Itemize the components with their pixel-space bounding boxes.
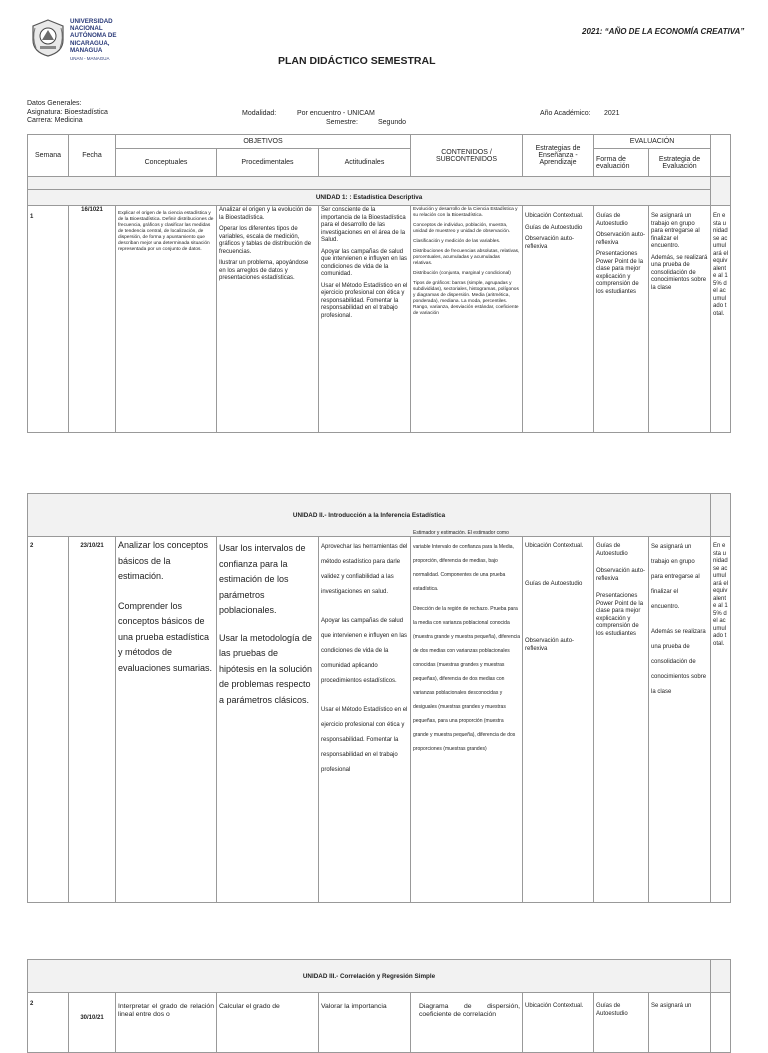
anio-label: Año Académico:	[540, 110, 591, 117]
col-estrategia-evaluacion: Estrategia de Evaluación	[649, 149, 711, 177]
semana-cell: 2	[28, 537, 69, 903]
estrategias-cell: Ubicación Contextual. Guías de Autoestudio Observación auto-reflexiva	[523, 206, 594, 433]
fecha-cell: 30/10/21	[69, 993, 116, 1053]
page-title: PLAN DIDÁCTICO SEMESTRAL	[278, 55, 436, 67]
fecha-cell: 16/1021	[69, 206, 116, 433]
estrategias-cell: Ubicación Contextual. Guías de Autoestudio Observación auto-reflexiva	[523, 537, 594, 903]
procedimentales-cell: Usar los intervalos de confianza para la estimación de los parámetros poblacionales. Usar la metodología de las pruebas de hipótesis en la solución de problemas respecto a parámetros clásicos.	[217, 537, 319, 903]
university-abbrev: UNAN - MANAGUA	[70, 56, 110, 62]
col-fecha: Fecha	[69, 135, 116, 177]
actitudinales-cell: Valorar la importancia	[319, 993, 411, 1053]
contenidos-cell: Evolución y desarrollo de la Ciencia Estadística y su relación con la Bioestadística. Conceptos de individuo, población, muestra, unidad de muestreo y unidad de observación. Clasificación y medición de las variables. Distribuciones de frecuencias absolutas, relativas, porcentuales, acumuladas y acumuladas relativas. Distribución (conjunta, marginal y condicional) Tipos de gráficos: barras (simple, agrupadas y subdivididas), sectoriales, histogramas, polígonos y diagramas de dispersión. Media (aritmética, ponderada), mediana. La moda, percentiles. Rango, varianza, desviación estándar, coeficiente de variación	[411, 206, 523, 433]
table-row	[28, 993, 731, 1053]
col-procedimentales: Procedimentales	[217, 149, 319, 177]
estrategia-evaluacion-cell: Se asignará un trabajo en grupo para entregarse al finalizar el encuentro. Además, se realizará una prueba de consolidación de conocimientos sobre la clase	[649, 206, 711, 433]
table-row	[28, 537, 731, 903]
actitudinales-cell: Ser consciente de la importancia de la Bioestadística para el desarrollo de las investigaciones en el área de la Salud. Apoyar las campañas de salud que intervienen e influyen en las condiciones de vida de la comunidad. Usar el Método Estadístico en el ejercicio profesional con ética y responsabilidad. Fomentar la responsabilidad en el trabajo profesional.	[319, 206, 411, 433]
year-motto: 2021: “AÑO DE LA ECONOMÍA CREATIVA”	[582, 27, 745, 36]
semana-cell: 1	[28, 206, 69, 433]
conceptuales-cell: Analizar los conceptos básicos de la estimación. Comprender los conceptos básicos de una prueba estadística y métodos de evaluaciones sumarias.	[116, 537, 217, 903]
unit-title: UNIDAD III.- Correlación y Regresión Simple	[28, 960, 711, 993]
actitudinales-cell: Aprovechar las herramientas del método estadístico para darle validez y confiabilidad a las investigaciones en salud. Apoyar las campañas de salud que intervienen e influyen en las condiciones de vida de la comunidad aplicando procedimientos estadísticos. Usar el Método Estadístico en el ejercicio profesional con ética y responsabilidad. Fomentar la responsabilidad en el trabajo profesional	[319, 537, 411, 903]
semestre-value: Segundo	[378, 119, 407, 126]
contenidos-cell: Estimador y estimación. El estimador como variable Intervalo de confianza para la Media, proporción, diferencia de medias, bajo normalidad. Componentes de una prueba estadística. Dirección de la región de rechazo. Prueba para la media con varianza poblacional conocida (muestra grande y muestra pequeña), diferencia de dos medias con varianzas poblacionales conocidas (muestras grandes y muestras pequeñas), diferencia de dos medias con varianzas poblacionales desconocidas y desiguales (muestras grandes y muestras pequeñas, para una proporción (muestra grande y muestra pequeña), diferencia de dos proporciones (muestras grandes)	[411, 537, 523, 903]
estrategia-evaluacion-cell: Se asignará un trabajo en grupo para entregarse al finalizar el encuentro. Además se realizara una prueba de consolidación de conocimientos sobre la clase	[649, 537, 711, 903]
col-contenidos: CONTENIDOS / SUBCONTENIDOS	[411, 135, 523, 177]
acumulado-note: En esta unidad se acumulará el equivalente al 15% del acumulado total.	[711, 206, 731, 433]
col-evaluacion: EVALUACIÓN	[594, 135, 711, 149]
unit-title: UNIDAD II.- Introducción a la Inferencia Estadística	[28, 494, 711, 537]
contenidos-cell: Diagrama de dispersión, coeficiente de correlación	[411, 993, 523, 1053]
estrategia-evaluacion-cell: Se asignará un	[649, 993, 711, 1053]
unit-title: UNIDAD 1: : Estadística Descriptiva	[28, 190, 711, 206]
procedimentales-cell: Analizar el origen y la evolución de la Bioestadística. Operar los diferentes tipos de variables, escala de medición, gráficos y tablas de distribución de frecuencias. Ilustrar un problema, apoyándose en los arreglos de datos y presentaciones estadísticas.	[217, 206, 319, 433]
col-estrategias: Estrategias de Enseñanza - Aprendizaje	[523, 135, 594, 177]
col-conceptuales: Conceptuales	[116, 149, 217, 177]
col-forma-evaluacion: Forma de evaluación	[594, 149, 649, 177]
forma-evaluacion-cell: Guías de Autoestudio	[594, 993, 649, 1053]
col-actitudinales: Actitudinales	[319, 149, 411, 177]
forma-evaluacion-cell: Guías de Autoestudio Observación auto-reflexiva Presentaciones Power Point de la clase para mejor explicación y comprensión de los estudiantes	[594, 537, 649, 903]
table-row	[28, 206, 731, 433]
modalidad-value: Por encuentro - UNICAM	[297, 110, 375, 117]
conceptuales-cell: Explicar el origen de la ciencia estadística y de la Bioestadística. Definir distribuciones de frecuencia, gráficos y clasificar las medidas de tendencia central, de localización, de dispersión, de forma y apuntamiento que describan mejor una determinada situación representada por un conjunto de datos.	[116, 206, 217, 433]
col-objetivos: OBJETIVOS	[116, 135, 411, 149]
estrategias-cell: Ubicación Contextual.	[523, 993, 594, 1053]
semestre-label: Semestre:	[326, 119, 358, 126]
col-semana: Semana	[28, 135, 69, 177]
general-data: Datos Generales: Asignatura: Bioestadística Carrera: Medicina	[27, 100, 108, 124]
procedimentales-cell: Calcular el grado de	[217, 993, 319, 1053]
acumulado-note: En esta unidad se acumulará el equivalente al 15% del acumulado total.	[711, 537, 731, 903]
university-seal-icon	[30, 18, 66, 58]
university-name: UNIVERSIDAD NACIONAL AUTÓNOMA DE NICARAGUA, MANAGUA UNAN - MANAGUA	[70, 18, 117, 62]
modalidad-label: Modalidad:	[242, 110, 277, 117]
semana-cell: 2	[28, 993, 69, 1053]
conceptuales-cell: Interpretar el grado de relación lineal entre dos o	[116, 993, 217, 1053]
plan-table-unit-1	[27, 134, 731, 433]
plan-table-unit-3	[27, 959, 731, 1053]
plan-table-unit-2	[27, 493, 731, 903]
forma-evaluacion-cell: Guías de Autoestudio Observación auto-reflexiva Presentaciones Power Point de la clase para mejor explicación y comprensión de los estudiantes	[594, 206, 649, 433]
anio-value: 2021	[604, 110, 620, 117]
fecha-cell: 23/10/21	[69, 537, 116, 903]
